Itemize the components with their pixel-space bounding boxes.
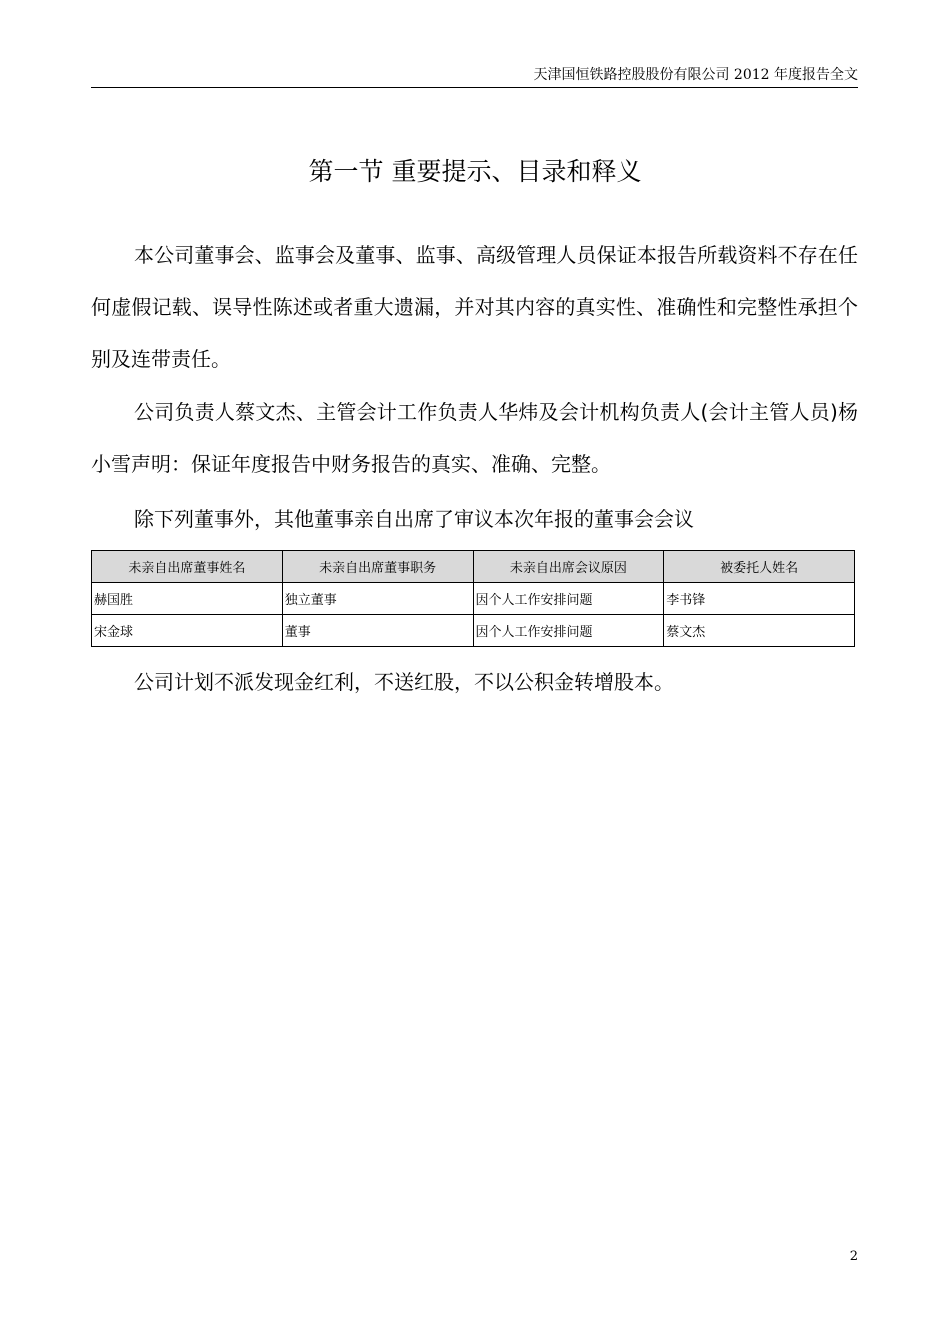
director-position-cell: 董事 <box>282 615 473 647</box>
page-number: 2 <box>849 1249 858 1264</box>
director-name-cell: 赫国胜 <box>92 583 283 615</box>
table-row <box>92 615 855 647</box>
director-name-cell: 宋金球 <box>92 615 283 647</box>
table-row <box>92 583 855 615</box>
report-header: 天津国恒铁路控股股份有限公司 2012 年度报告全文 <box>533 67 858 83</box>
absence-reason-cell: 因个人工作安排问题 <box>473 583 664 615</box>
column-header-director-position: 未亲自出席董事职务 <box>282 551 473 583</box>
table-header-row <box>92 551 855 583</box>
header-divider <box>91 87 858 88</box>
section-title: 第一节 重要提示、目录和释义 <box>308 157 642 186</box>
director-position-cell: 独立董事 <box>282 583 473 615</box>
column-header-director-name: 未亲自出席董事姓名 <box>92 551 283 583</box>
absent-directors-intro: 除下列董事外，其他董事亲自出席了审议本次年报的董事会会议 <box>134 507 694 531</box>
column-header-proxy-name: 被委托人姓名 <box>664 551 855 583</box>
absent-directors-table <box>91 550 855 647</box>
board-guarantee-paragraph: 本公司董事会、监事会及董事、监事、高级管理人员保证本报告所载资料不存在任何虚假记载、误导性陈述或者重大遗漏，并对其内容的真实性、准确性和完整性承担个别及连带责任。 <box>91 243 858 371</box>
proxy-name-cell: 蔡文杰 <box>664 615 855 647</box>
dividend-plan-paragraph: 公司计划不派发现金红利，不送红股，不以公积金转增股本。 <box>134 670 674 694</box>
proxy-name-cell: 李书锋 <box>664 583 855 615</box>
column-header-absence-reason: 未亲自出席会议原因 <box>473 551 664 583</box>
absence-reason-cell: 因个人工作安排问题 <box>473 615 664 647</box>
responsible-persons-statement: 公司负责人蔡文杰、主管会计工作负责人华炜及会计机构负责人(会计主管人员)杨小雪声明：保证年度报告中财务报告的真实、准确、完整。 <box>91 400 858 476</box>
